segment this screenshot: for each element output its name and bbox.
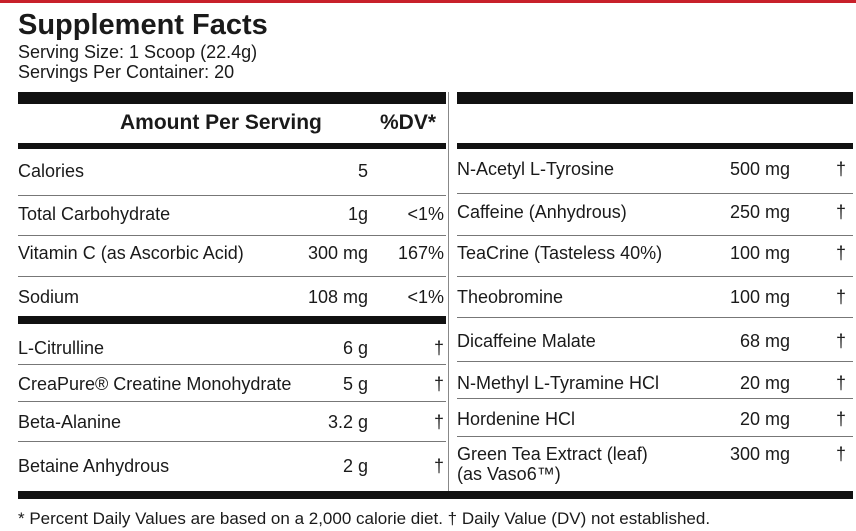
right-row-dv: † [835, 444, 846, 464]
column-divider [448, 92, 449, 492]
left-row-name: CreaPure® Creatine Monohydrate [18, 374, 292, 394]
footnote: * Percent Daily Values are based on a 2,000 calorie diet. † Daily Value (DV) not established. [18, 509, 711, 528]
right-row-separator [457, 398, 853, 399]
right-row-separator [457, 276, 853, 277]
right-row-amount: 500 mg [729, 159, 790, 179]
left-row-name: L-Citrulline [18, 338, 105, 358]
right-row-amount: 68 mg [739, 331, 790, 351]
right-row-amount: 100 mg [729, 287, 790, 307]
left-row-dv: † [433, 338, 444, 358]
right-row-separator [457, 317, 853, 318]
right-row-amount: 20 mg [739, 373, 790, 393]
right-row-name: Hordenine HCl [457, 409, 576, 429]
right-row-separator [457, 361, 853, 362]
left-row-amount: 5 [357, 161, 368, 181]
left-row-dv: <1% [407, 287, 444, 307]
left-row-separator [18, 276, 446, 277]
left-row-name: Calories [18, 161, 85, 181]
left-row-amount: 1g [347, 204, 368, 224]
right-row-name-line2: (as Vaso6™) [457, 464, 561, 484]
bottom-thick-rule [18, 491, 853, 499]
left-row-dv: † [433, 412, 444, 432]
left-row-amount: 6 g [342, 338, 368, 358]
right-row-amount: 250 mg [729, 202, 790, 222]
right-row-separator [457, 235, 853, 236]
right-row-dv: † [835, 202, 846, 222]
right-row-name: Green Tea Extract (leaf) [457, 444, 648, 464]
left-row-name: Beta-Alanine [18, 412, 122, 432]
page-title: Supplement Facts [18, 9, 268, 41]
right-row-name: Caffeine (Anhydrous) [457, 202, 627, 222]
serving-size: Serving Size: 1 Scoop (22.4g) [18, 42, 258, 62]
servings-per-container: Servings Per Container: 20 [18, 62, 235, 82]
right-row-name: Theobromine [457, 287, 564, 307]
left-row-name: Vitamin C (as Ascorbic Acid) [18, 243, 244, 263]
right-row-name: N-Methyl L-Tyramine HCl [457, 373, 660, 393]
top-accent-line [0, 0, 856, 3]
right-row-amount: 300 mg [729, 444, 790, 464]
dv-header: %DV* [380, 111, 437, 134]
right-row-name: Dicaffeine Malate [457, 331, 596, 351]
right-row-name: N-Acetyl L-Tyrosine [457, 159, 615, 179]
right-row-name: TeaCrine (Tasteless 40%) [457, 243, 663, 263]
left-row-amount: 3.2 g [327, 412, 368, 432]
left-row-dv: <1% [407, 204, 444, 224]
left-row-amount: 5 g [342, 374, 368, 394]
right-row-dv: † [835, 373, 846, 393]
left-row-amount: 2 g [342, 456, 368, 476]
left-header-rule [18, 143, 446, 149]
left-thick-rule [18, 92, 446, 104]
left-row-name: Betaine Anhydrous [18, 456, 170, 476]
left-row-name: Total Carbohydrate [18, 204, 171, 224]
right-row-amount: 20 mg [739, 409, 790, 429]
right-row-dv: † [835, 243, 846, 263]
right-header-rule [457, 143, 853, 149]
left-row-dv: † [433, 456, 444, 476]
left-row-name: Sodium [18, 287, 80, 307]
left-row-amount: 108 mg [307, 287, 368, 307]
right-row-dv: † [835, 287, 846, 307]
left-row-dv: 167% [397, 243, 444, 263]
left-row-separator [18, 195, 446, 196]
left-row-separator [18, 235, 446, 236]
right-thick-rule [457, 92, 853, 104]
right-row-separator [457, 436, 853, 437]
left-row-separator [18, 364, 446, 365]
right-row-dv: † [835, 159, 846, 179]
left-row-separator [18, 401, 446, 402]
right-row-separator [457, 193, 853, 194]
left-row-amount: 300 mg [307, 243, 368, 263]
left-row-separator [18, 441, 446, 442]
right-row-dv: † [835, 331, 846, 351]
left-row-dv: † [433, 374, 444, 394]
right-row-dv: † [835, 409, 846, 429]
left-section-rule [18, 316, 446, 324]
amount-per-serving-header: Amount Per Serving [120, 111, 322, 134]
right-row-amount: 100 mg [729, 243, 790, 263]
